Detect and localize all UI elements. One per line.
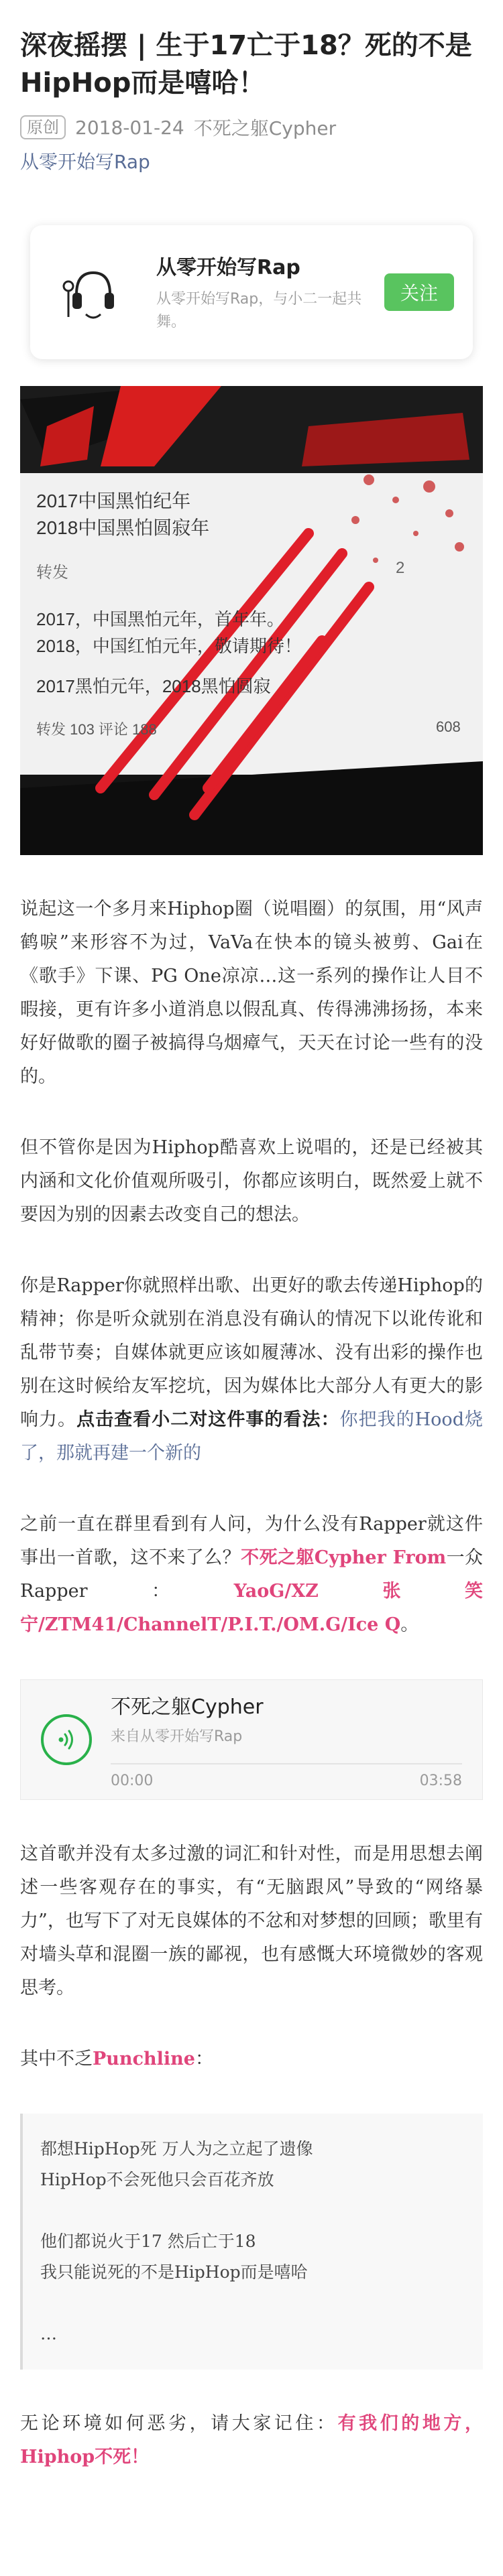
paragraph-4-text-2: 一众Rapper： — [20, 1547, 483, 1602]
hero-line-3: 2017，中国黑怕元年，首年年。 — [36, 609, 284, 629]
hero-repost-label: 转发 — [36, 564, 68, 582]
headphone-mic-logo-icon — [56, 255, 130, 329]
hero-like-count: 2 — [396, 559, 405, 577]
paragraph-4-text: 之前一直在群里看到有人问，为什么没有Rapper就这件事出一首歌，这不来了么？ — [20, 1514, 483, 1568]
account-name-link[interactable]: 从零开始写Rap — [20, 151, 150, 173]
paragraph-3 — [20, 1269, 483, 1470]
paragraph-6-text: 其中不乏 — [20, 2049, 93, 2069]
paragraph-3-sep: ： — [321, 1409, 340, 1430]
paragraph-6 — [20, 2043, 483, 2076]
hero-line-5: 2017黑怕元年，2018黑怕圆寂 — [36, 676, 271, 696]
audio-times — [111, 1773, 462, 1789]
paragraph-4 — [20, 1508, 483, 1642]
paragraph-7-highlight: 有我们的地方，Hiphop不死！ — [20, 2413, 484, 2467]
audio-play-button[interactable] — [41, 1714, 92, 1765]
audio-duration: 03:58 — [419, 1773, 462, 1789]
sound-wave-icon — [53, 1726, 80, 1753]
lyric-line-1: 都想HipHop死 万人为之立起了遗像 — [40, 2139, 313, 2159]
paragraph-2: 但不管你是因为Hiphop酷喜欢上说唱的，还是已经被其内涵和文化价值观所吸引，你都应该明白，既然爱上就不要因为别的因素去改变自己的想法。 — [20, 1137, 483, 1225]
original-badge: 原创 — [20, 115, 66, 139]
author-name: 不死之躯Cypher — [193, 117, 337, 139]
lyric-gap-2 — [40, 2288, 465, 2319]
paragraph-7-text: 无论环境如何恶劣，请大家记住： — [20, 2413, 338, 2434]
audio-progress-bar[interactable] — [111, 1763, 462, 1764]
hero-line-2: 2018中国黑怕圆寂年 — [36, 517, 210, 538]
hero-image — [20, 386, 483, 855]
article-title: 深夜摇摆 | 生于17亡于18？死的不是HipHop而是嘻哈！ — [20, 30, 472, 99]
audio-info — [92, 1690, 462, 1789]
related-article-link[interactable]: 你把我的Hood烧了，那就再建一个新的 — [20, 1409, 484, 1464]
audio-source: 来自从零开始写Rap — [111, 1728, 243, 1745]
hero-stats: 转发 103 评论 188 — [36, 721, 157, 738]
paragraph-6-highlight: Punchline — [93, 2049, 195, 2069]
lyrics-quote — [20, 2114, 483, 2370]
follow-button[interactable]: 关注 — [384, 273, 454, 311]
audio-title: 不死之躯Cypher — [111, 1695, 264, 1719]
account-logo — [49, 248, 137, 336]
lyric-line-4: 我只能说死的不是HipHop而是嘻哈 — [40, 2262, 308, 2282]
hero-line-4: 2018，中国红怕元年，敬请期待！ — [36, 636, 302, 656]
hero-line-1: 2017中国黑怕纪年 — [36, 491, 191, 511]
lyric-ellipsis: … — [40, 2324, 57, 2343]
paragraph-4-highlight-2: YaoG/XZ张笑宁/ZTM41/ChannelT/P.I.T./OM.G/Ice Q — [20, 1581, 484, 1635]
audio-current-time: 00:00 — [111, 1773, 154, 1789]
paragraph-6-colon: ： — [194, 2049, 213, 2069]
paragraph-7 — [20, 2407, 483, 2474]
lyric-line-2: HipHop不会死他只会百花齐放 — [40, 2170, 274, 2189]
publish-date: 2018-01-24 — [75, 116, 184, 139]
paragraph-5: 这首歌并没有太多过激的词汇和针对性，而是用思想去阐述一些客观存在的事实，有“无脑跟风”导致的“网络暴力”，也写下了对无良媒体的不忿和对梦想的回顾；歌里有对墙头草和混圈一族的鄙视，也有感慨大环境微妙的客观思考。 — [20, 1844, 483, 1998]
account-card-desc: 从零开始写Rap，与小二一起共舞。 — [156, 291, 362, 330]
paragraph-4-text-3: 。 — [400, 1614, 419, 1635]
lyric-gap — [40, 2195, 465, 2226]
audio-player[interactable] — [20, 1679, 483, 1800]
account-card-name: 从零开始写Rap — [156, 256, 300, 279]
paragraph-1: 说起这一个多月来Hiphop圈（说唱圈）的氛围，用“风声鹤唳”来形容不为过，VaVa在快本的镜头被剪、Gai在《歌手》下课、PG One凉凉…这一系列的操作让人目不暇接，更有许多小道消息以假乱真、传得沸沸扬扬，本来好好做歌的圈子被搞得乌烟瘴气，天天在讨论一些有的没的。 — [20, 899, 483, 1087]
article-meta — [20, 114, 483, 141]
account-card[interactable] — [30, 225, 473, 359]
hero-stats-right: 608 — [436, 718, 461, 735]
paragraph-3-text: 你是Rapper你就照样出歌、出更好的歌去传递Hiphop的精神；你是听众就别在消息没有确认的情况下以讹传讹和乱带节奏；自媒体就更应该如履薄冰、没有出彩的操作也别在这时候给友军挖坑，因为媒体比大部分人有更大的影响力。 — [20, 1275, 483, 1430]
paragraph-3-bold: 点击查看小二对这件事的看法 — [76, 1409, 321, 1430]
paragraph-4-highlight-1: 不死之躯Cypher From — [241, 1547, 447, 1568]
lyric-line-3: 他们都说火于17 然后亡于18 — [40, 2232, 256, 2251]
account-info — [137, 251, 384, 334]
